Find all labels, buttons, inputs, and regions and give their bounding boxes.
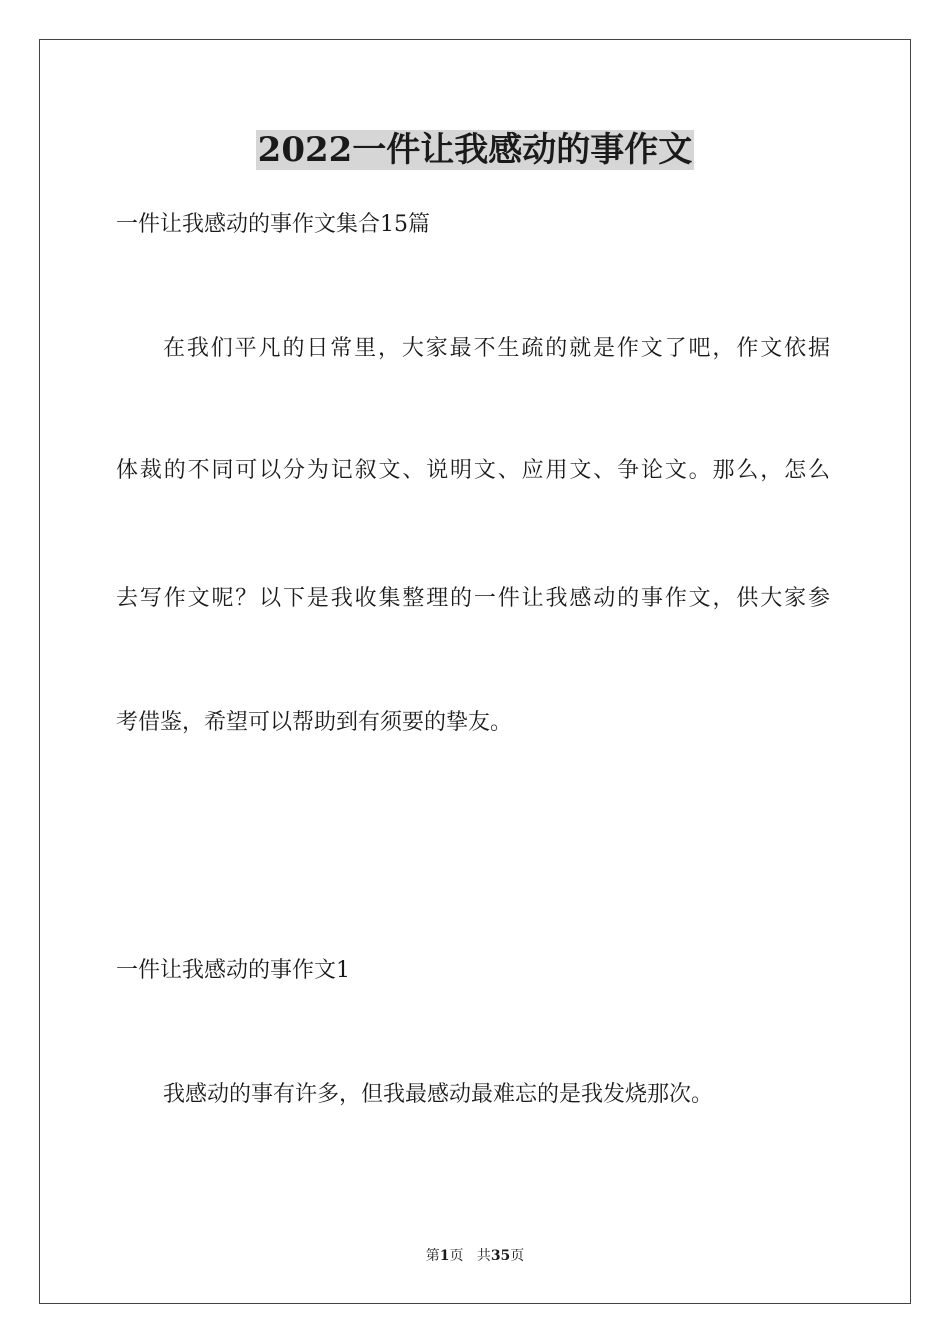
footer-total-suffix: 页 <box>510 1248 525 1264</box>
page-footer <box>0 1246 950 1266</box>
section-paragraph-line: 我感动的事有许多，但我最感动最难忘的是我发烧那次。 <box>163 1082 714 1107</box>
intro-line-1: 在我们平凡的日常里，大家最不生疏的就是作文了吧，作文依据 <box>163 336 830 361</box>
document-title-text: 2022一件让我感动的事作文 <box>257 130 693 170</box>
footer-total-prefix: 共 <box>476 1248 491 1264</box>
footer-page-prefix: 第 <box>425 1248 440 1264</box>
intro-line-4: 考借鉴，希望可以帮助到有须要的挚友。 <box>116 710 513 735</box>
document-subtitle: 一件让我感动的事作文集合15篇 <box>116 212 430 237</box>
footer-page-suffix: 页 <box>449 1248 464 1264</box>
footer-page-number: 1 <box>439 1248 450 1264</box>
section-heading: 一件让我感动的事作文1 <box>116 958 350 983</box>
intro-line-3: 去写作文呢？以下是我收集整理的一件让我感动的事作文，供大家参 <box>116 586 830 611</box>
document-title <box>0 128 950 172</box>
intro-line-2: 体裁的不同可以分为记叙文、说明文、应用文、争论文。那么，怎么 <box>116 458 830 483</box>
footer-total-pages: 35 <box>490 1248 511 1264</box>
